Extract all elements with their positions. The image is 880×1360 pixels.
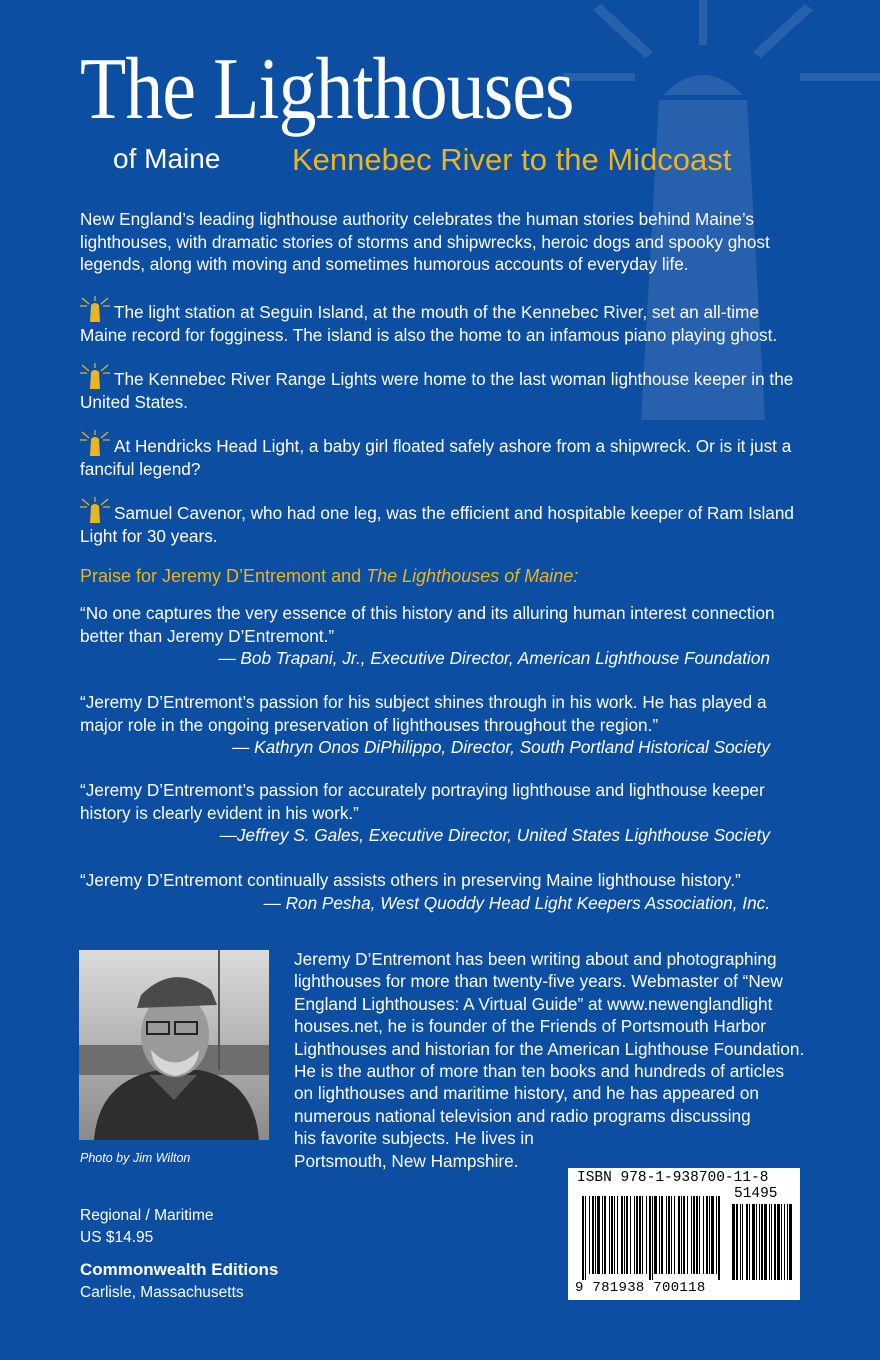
bio-line: houses.net, he is founder of the Friends of Portsmouth Harbor bbox=[294, 1016, 766, 1037]
bullet-item bbox=[80, 363, 800, 413]
praise-heading-title: The Lighthouses of Maine: bbox=[366, 566, 579, 586]
bio-line: He is the author of more than ten books and hundreds of articles bbox=[294, 1061, 785, 1082]
author-photo bbox=[79, 950, 269, 1140]
barcode-icon bbox=[582, 1188, 794, 1280]
praise-quote bbox=[80, 869, 800, 914]
bio-line: Portsmouth, New Hampshire. bbox=[294, 1150, 519, 1171]
praise-heading-prefix: Praise for Jeremy D’Entremont and bbox=[80, 566, 367, 586]
publisher-city: Carlisle, Massachusetts bbox=[80, 1284, 244, 1301]
praise-quote bbox=[80, 779, 800, 847]
bio-line: England Lighthouses: A Virtual Guide” at www.newenglandlight bbox=[294, 993, 773, 1014]
quote-attribution: —Jeffrey S. Gales, Executive Director, United States Lighthouse Society bbox=[219, 825, 770, 845]
quote-attribution: — Bob Trapani, Jr., Executive Director, American Lighthouse Foundation bbox=[218, 648, 770, 668]
praise-quote bbox=[80, 691, 800, 759]
quote-text: “Jeremy D’Entremont continually assists others in preserving Maine lighthouse history.” bbox=[80, 870, 741, 890]
bullet-text: Samuel Cavenor, who had one leg, was the efficient and hospitable keeper of Ram Island Light for 30 years. bbox=[80, 503, 794, 546]
praise-quote bbox=[80, 602, 800, 670]
quote-text: “Jeremy D’Entremont’s passion for accurately portraying lighthouse and lighthouse keeper history is clearly evident in his work.” bbox=[80, 780, 765, 823]
bio-line: his favorite subjects. He lives in bbox=[294, 1128, 534, 1149]
bullet-item bbox=[80, 430, 800, 480]
praise-heading bbox=[80, 566, 578, 587]
publisher-name: Commonwealth Editions bbox=[80, 1260, 279, 1279]
ean-digits: 9 781938 700118 bbox=[575, 1280, 706, 1296]
isbn-text: ISBN 978-1-938700-11-8 bbox=[577, 1170, 769, 1186]
lighthouse-icon bbox=[80, 363, 110, 389]
quote-attribution: — Kathryn Onos DiPhilippo, Director, South Portland Historical Society bbox=[232, 737, 770, 757]
intro-paragraph: New England’s leading lighthouse authority celebrates the human stories behind Maine’s lighthouses, with dramatic stories of storms and shipwrecks, heroic dogs and spooky ghost legends, along with moving and sometimes humorous accounts of everyday life. bbox=[80, 209, 770, 274]
lighthouse-icon bbox=[80, 497, 110, 523]
quote-text: “No one captures the very essence of this history and its alluring human interest connection better than Jeremy D’Entremont.” bbox=[80, 603, 775, 646]
bullet-text: At Hendricks Head Light, a baby girl floated safely ashore from a shipwreck. Or is it just a fanciful legend? bbox=[80, 436, 792, 479]
lighthouse-icon bbox=[80, 430, 110, 456]
lighthouse-icon bbox=[80, 296, 110, 322]
price-label: US $14.95 bbox=[80, 1229, 154, 1246]
bullet-text: The light station at Seguin Island, at the mouth of the Kennebec River, set an all-time Maine record for fogginess. The island is also the home to an infamous piano playing ghost. bbox=[80, 302, 778, 345]
author-bio bbox=[294, 948, 806, 1172]
price-code: 51495 bbox=[734, 1186, 778, 1202]
photo-caption: Photo by Jim Wilton bbox=[80, 1151, 191, 1165]
quote-text: “Jeremy D’Entremont’s passion for his subject shines through in his work. He has played a major role in the ongoing preservation of lighthouses throughout the region.” bbox=[80, 692, 767, 735]
bullet-item bbox=[80, 497, 800, 547]
bio-line: lighthouses for more than twenty-five years. Webmaster of “New bbox=[294, 971, 783, 992]
bio-line: numerous national television and radio programs discussing bbox=[294, 1105, 751, 1126]
book-title-of-maine: of Maine bbox=[113, 143, 221, 174]
bullet-item bbox=[80, 296, 800, 346]
category-label: Regional / Maritime bbox=[80, 1207, 214, 1224]
bio-line: Jeremy D’Entremont has been writing about and photographing bbox=[294, 949, 777, 969]
book-subtitle: Kennebec River to the Midcoast bbox=[292, 142, 732, 177]
bullet-text: The Kennebec River Range Lights were home to the last woman lighthouse keeper in the United States. bbox=[80, 369, 794, 412]
book-title: The Lighthouses bbox=[80, 41, 574, 138]
bio-line: on lighthouses and maritime history, and he has appeared on bbox=[294, 1083, 759, 1104]
bio-line: Lighthouses and historian for the American Lighthouse Foundation. bbox=[294, 1038, 805, 1059]
quote-attribution: — Ron Pesha, West Quoddy Head Light Keepers Association, Inc. bbox=[263, 892, 770, 913]
